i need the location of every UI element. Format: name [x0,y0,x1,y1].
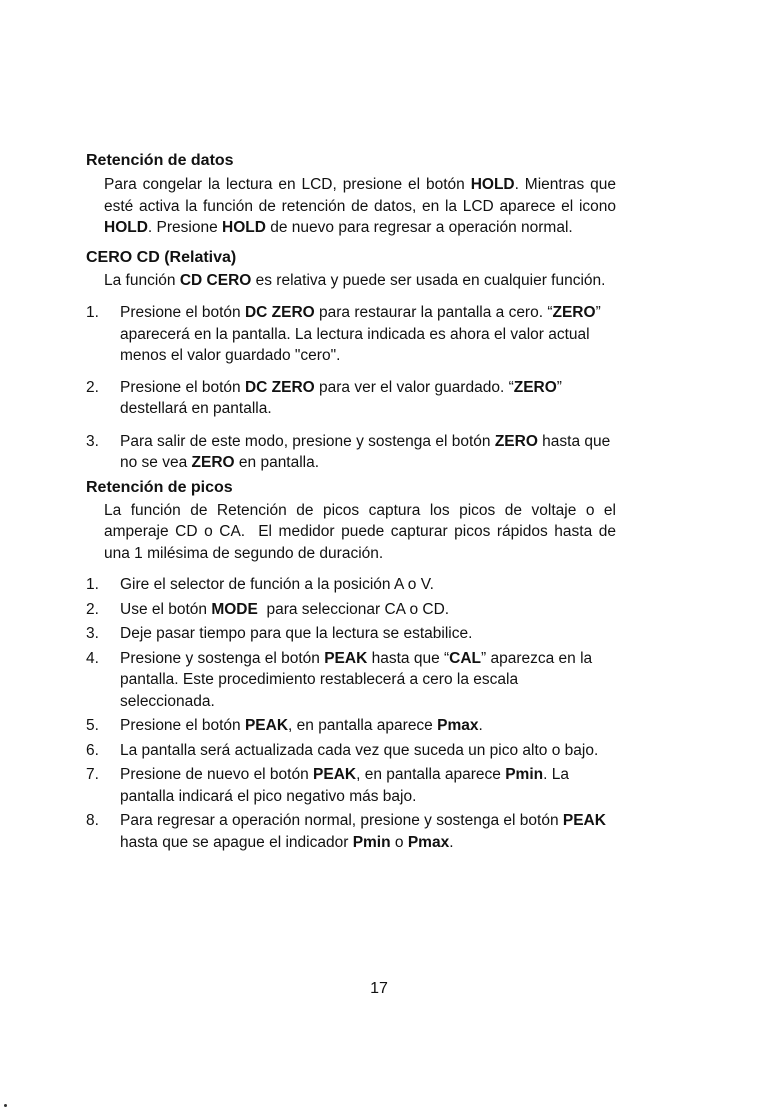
item-number: 2. [86,378,99,396]
section-dc-zero [86,247,616,474]
item-text: Gire el selector de función a la posición A o V. [120,576,434,593]
list-item [86,599,616,621]
list-item [86,764,616,807]
item-number: 8. [86,812,99,829]
item-text: Para salir de este modo, presione y sostenga el botón ZERO hasta que no se vea ZERO en pantalla. [120,432,611,471]
heading-data-hold: Retención de datos [86,152,234,169]
item-number: 5. [86,717,99,734]
list-peak-steps [86,574,616,853]
list-item [86,623,616,645]
item-number: 6. [86,741,99,759]
list-item [86,574,616,596]
item-text: Presione el botón DC ZERO para ver el valor guardado. “ZERO” destellará en pantalla. [120,378,562,417]
item-number: 7. [86,766,99,783]
heading-peak-hold: Retención de picos [86,478,233,496]
paragraph-data-hold: Para congelar la lectura en LCD, presione el botón HOLD. Mientras que esté activa la función de retención de datos, en la LCD aparece el icono HOLD. Presione HOLD de nuevo para regresar a operación normal. [104,176,616,236]
item-number: 2. [86,600,99,618]
scan-speck [4,1104,7,1107]
list-item [86,377,616,420]
list-item [86,740,616,762]
item-text: La pantalla será actualizada cada vez que suceda un pico alto o bajo. [120,741,599,759]
paragraph-peak-hold: La función de Retención de picos captura los picos de voltaje o el amperaje CD o CA. El medidor puede capturar picos rápidos hasta de una 1 milésima de segundo de duración. [104,501,616,562]
list-item [86,648,616,713]
item-number: 3. [86,432,99,450]
item-number: 1. [86,304,99,321]
list-item [86,715,616,737]
item-text: Presione de nuevo el botón PEAK, en pantalla aparece Pmin. La pantalla indicará el pico negativo más bajo. [120,766,569,805]
list-item [86,810,616,853]
item-number: 4. [86,649,99,667]
list-dc-zero-steps [86,302,616,474]
section-data-hold [86,150,616,239]
list-item [86,431,616,474]
list-item [86,302,616,367]
item-text: Presione el botón DC ZERO para restaurar la pantalla a cero. “ZERO” aparecerá en la pantalla. La lectura indicada es ahora el valor actual menos el valor guardado "cero". [120,304,601,364]
item-number: 1. [86,576,99,593]
heading-dc-zero: CERO CD (Relativa) [86,248,237,266]
section-peak-hold [86,477,616,854]
item-text: Presione y sostenga el botón PEAK hasta que “CAL” aparezca en la pantalla. Este procedimiento restablecerá a cero la escala seleccionada. [120,649,593,710]
page-content [86,150,616,853]
page-number: 17 [370,980,388,997]
item-text: Use el botón MODE para seleccionar CA o CD. [120,600,450,618]
paragraph-dc-zero: La función CD CERO es relativa y puede ser usada en cualquier función. [104,271,606,289]
item-text: Deje pasar tiempo para que la lectura se estabilice. [120,625,473,642]
item-number: 3. [86,625,99,642]
item-text: Para regresar a operación normal, presione y sostenga el botón PEAK hasta que se apague el indicador Pmin o Pmax. [120,812,606,851]
item-text: Presione el botón PEAK, en pantalla aparece Pmax. [120,717,483,734]
